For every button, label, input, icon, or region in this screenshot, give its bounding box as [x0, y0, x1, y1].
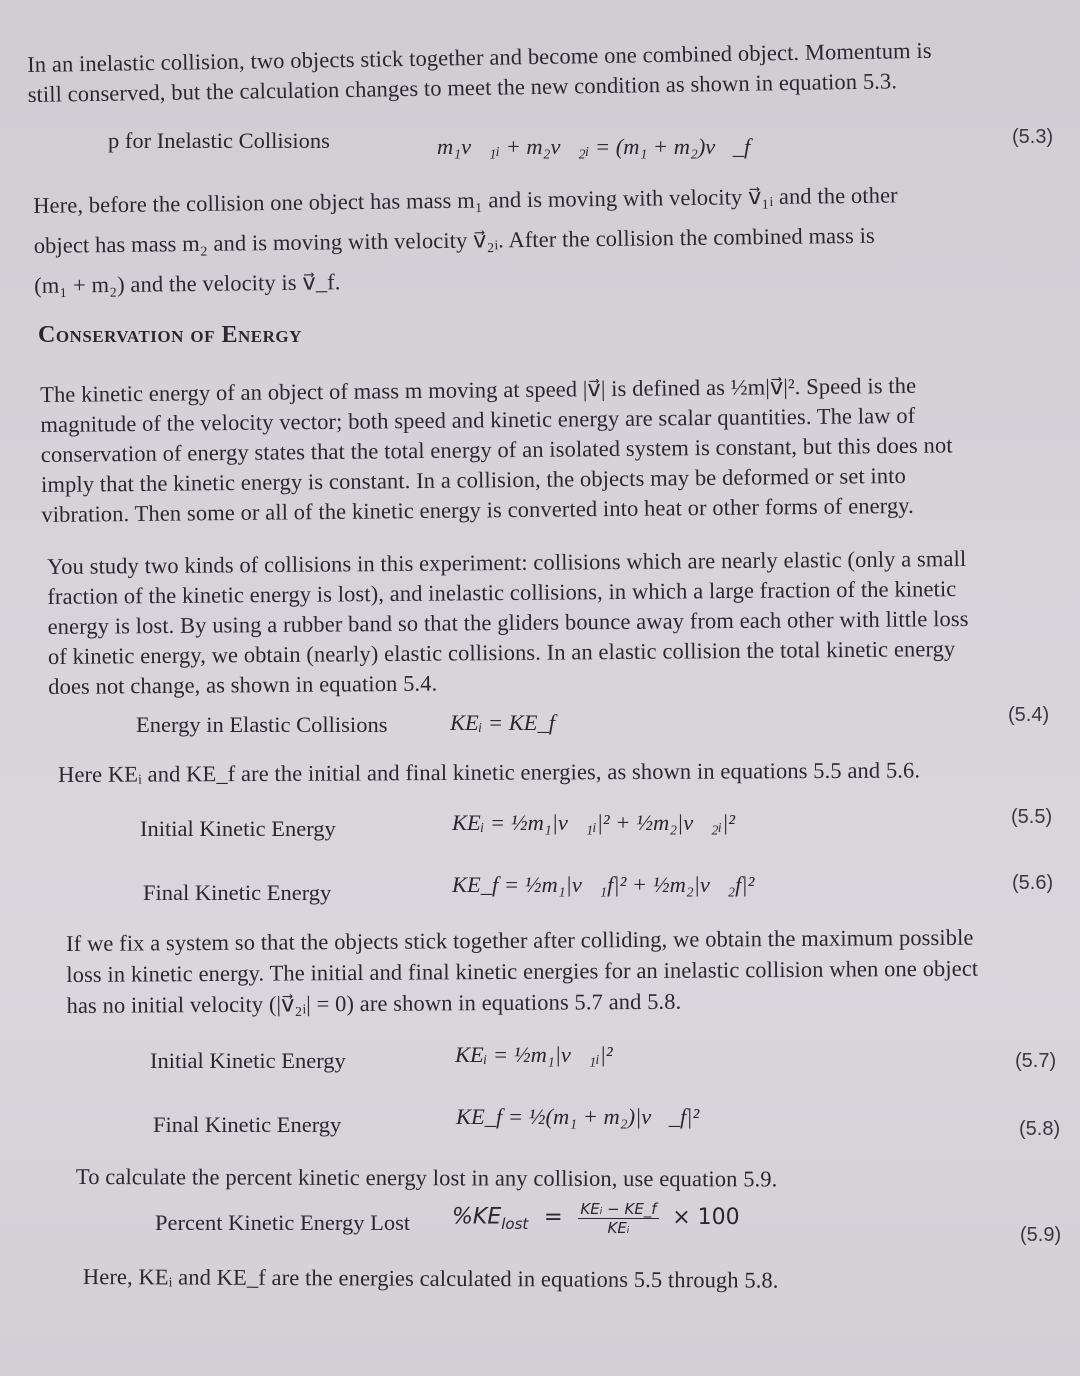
equation-5-3-number: (5.3): [1012, 126, 1054, 148]
ke-line-4: imply that the kinetic energy is constant. In a collision, the objects may be deformed or set into: [40, 462, 906, 497]
fix-line-3: has no initial velocity (|v⃗₂ᵢ| = 0) are shown in equations 5.7 and 5.8.: [66, 988, 682, 1018]
study-line-3: energy is lost. By using a rubber band so that the gliders bounce away from each other with little loss: [47, 605, 969, 639]
ke-line-3: conservation of energy states that the total energy of an isolated system is constant, but this does not: [40, 432, 953, 467]
study-line-4: of kinetic energy, we obtain (nearly) elastic collisions. In an elastic collision the total kinetic energy: [47, 636, 956, 669]
equation-5-5-expression: KEᵢ = ½m₁|v⃗₁ᵢ|² + ½m₂|v⃗₂ᵢ|²: [452, 810, 736, 835]
velocity-paragraph: [33, 175, 899, 306]
equation-5-9-label: Percent Kinetic Energy Lost: [155, 1210, 411, 1235]
equation-5-9-number: (5.9): [1020, 1224, 1062, 1246]
equation-5-3: [0, 126, 1080, 166]
equation-5-4: [0, 704, 1080, 744]
equation-5-9-multiplier: × 100: [672, 1204, 740, 1230]
equation-5-9-equals: =: [543, 1203, 563, 1230]
ke-line-1: The kinetic energy of an object of mass m moving at speed |v⃗| is defined as ½m|v⃗|². Speed is the: [40, 372, 917, 407]
equation-5-7-expression: KEᵢ = ½m₁|v⃗₁ᵢ|²: [455, 1042, 613, 1067]
equation-5-7-number: (5.7): [1015, 1050, 1057, 1072]
equation-5-3-label: p for Inelastic Collisions: [108, 128, 330, 153]
energies-reference-sentence: Here, KEᵢ and KE_f are the energies calculated in equations 5.5 through 5.8.: [82, 1264, 779, 1293]
equation-5-4-expression: KEᵢ = KE_f: [450, 710, 555, 735]
equation-5-8-label: Final Kinetic Energy: [153, 1112, 342, 1137]
study-line-2: fraction of the kinetic energy is lost), and inelastic collisions, in which a large fraction of the kinetic: [47, 576, 957, 609]
percent-calc-sentence: To calculate the percent kinetic energy lost in any collision, use equation 5.9.: [75, 1164, 778, 1192]
section-heading: Conservation of Energy: [38, 322, 302, 348]
velocity-line-2: object has mass m₂ and is moving with velocity v⃗₂ᵢ. After the collision the combined mass is: [33, 222, 875, 258]
equation-5-3-expression: m₁v⃗₁ᵢ + m₂v⃗₂ᵢ = (m₁ + m₂)v⃗_f: [437, 134, 751, 159]
equation-5-4-number: (5.4): [1008, 704, 1050, 726]
intro-line-1: In an inelastic collision, two objects stick together and become one combined object. Momentum is: [27, 37, 932, 77]
ke-definitions-sentence: Here KEᵢ and KE_f are the initial and final kinetic energies, as shown in equations 5.5 and 5.6.: [58, 757, 921, 787]
equation-5-8: [0, 1100, 1080, 1144]
equation-5-9-lhs: %KE: [452, 1204, 502, 1230]
equation-5-9-numerator: KEᵢ − KE_f: [580, 1200, 657, 1218]
equation-5-5: [0, 806, 1080, 850]
fix-line-2: loss in kinetic energy. The initial and final kinetic energies for an inelastic collision when one object: [66, 955, 979, 987]
equation-5-9-expression: [452, 1200, 740, 1237]
equation-5-4-label: Energy in Elastic Collisions: [136, 712, 388, 737]
kinetic-energy-paragraph: [40, 370, 953, 530]
fix-line-1: If we fix a system so that the objects stick together after colliding, we obtain the maximum possible: [66, 924, 974, 956]
collisions-study-paragraph: [47, 544, 969, 702]
equation-5-8-number: (5.8): [1019, 1118, 1061, 1140]
equation-5-5-number: (5.5): [1011, 806, 1053, 828]
equation-5-9-fraction: [578, 1200, 658, 1237]
velocity-line-3: (m₁ + m₂) and the velocity is v⃗_f.: [34, 269, 341, 298]
equation-5-6-label: Final Kinetic Energy: [143, 880, 332, 905]
ke-line-5: vibration. Then some or all of the kinetic energy is converted into heat or other forms of energy.: [41, 492, 914, 527]
equation-5-6-number: (5.6): [1012, 872, 1054, 894]
study-line-1: You study two kinds of collisions in this experiment: collisions which are nearly elastic (only a small: [47, 545, 967, 579]
equation-5-7: [0, 1040, 1080, 1084]
ke-line-2: magnitude of the velocity vector; both speed and kinetic energy are scalar quantities. The law of: [40, 402, 916, 437]
equation-5-5-label: Initial Kinetic Energy: [140, 816, 336, 841]
inelastic-fix-paragraph: [66, 922, 979, 1021]
equation-5-6-expression: KE_f = ½m₁|v⃗₁f|² + ½m₂|v⃗₂f|²: [452, 872, 755, 897]
velocity-line-1: Here, before the collision one object has mass m₁ and is moving with velocity v⃗₁ᵢ and the other: [33, 182, 898, 218]
equation-5-8-expression: KE_f = ½(m₁ + m₂)|v⃗_f|²: [456, 1104, 700, 1129]
equation-5-6: [0, 866, 1080, 910]
equation-5-9: [0, 1198, 1080, 1254]
equation-5-9-denominator: KEᵢ: [607, 1219, 630, 1237]
study-line-5: does not change, as shown in equation 5.4.: [48, 670, 438, 699]
equation-5-9-lhs-sub: lost: [501, 1215, 529, 1234]
intro-line-2: still conserved, but the calculation changes to meet the new condition as shown in equation 5.3.: [27, 68, 898, 107]
equation-5-7-label: Initial Kinetic Energy: [150, 1048, 346, 1073]
intro-paragraph: [27, 36, 932, 110]
